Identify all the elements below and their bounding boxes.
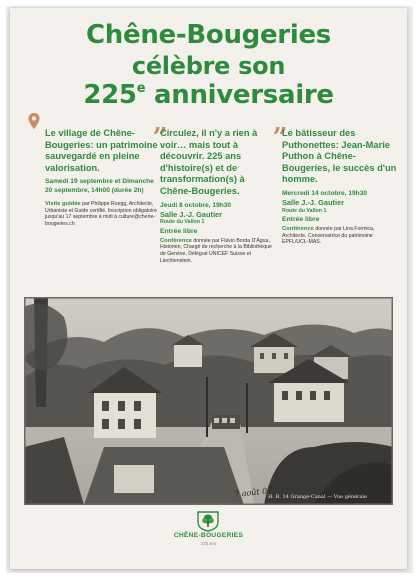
event-details: donnée par Flávio Borda D'Água, Historien, Chargé de recherche à la Bibliothèque de Genève, Délégué UNICEF Suisse et Liechtenstein. xyxy=(160,237,272,264)
quote-mark-icon: „ xyxy=(153,108,164,138)
event-headline: Le bâtisseur des Puthonettes: Jean-Marie Puthon à Chêne-Bougeries, le succès d'un homme. xyxy=(282,128,397,185)
location-pin-icon xyxy=(27,112,41,130)
event-date: Jeudi 8 octobre, 19h30 xyxy=(160,201,232,209)
event-column-1 xyxy=(40,128,158,228)
event-column-2 xyxy=(160,128,278,264)
event-column-3 xyxy=(282,128,400,246)
event-type: Conférence xyxy=(160,237,192,244)
event-details: par Philippe Ruegg, Architecte, Urbaniste et Guide certifié. Inscription obligatoire jusqu'au 17 septembre à midi à culture@chene-bougeries.ch xyxy=(45,201,157,227)
title-line-2: célèbre son xyxy=(131,52,286,80)
event-type: Visite guidée xyxy=(45,201,81,208)
title-line-1: Chêne-Bougeries xyxy=(86,20,331,50)
event-venue: Salle J.-J. Gautier xyxy=(282,198,345,208)
event-headline: Le village de Chêne-Bougeries: un patrimoine sauvegardé en pleine valorisation. xyxy=(45,128,158,173)
event-date: Mercredi 14 octobre, 19h30 xyxy=(282,189,368,197)
event-address: Route du Vallon 1 xyxy=(160,219,205,226)
historic-photo xyxy=(24,297,393,505)
event-date: Samedi 19 septembre et Dimanche 20 septembre, 14h00 (durée 2h) xyxy=(45,178,154,194)
event-details: donnée par Lina Formica, Architecte, Conservatrice du patrimoine EPFL/UCL-MAS. xyxy=(282,226,375,246)
event-entry: Entrée libre xyxy=(160,227,198,235)
event-description xyxy=(160,238,278,264)
event-description xyxy=(40,201,158,227)
poster xyxy=(10,8,407,569)
event-headline: Circulez, il n'y a rien à voir… mais tout à découvrir. 225 ans d'histoire(s) et de transformation(s) à Chêne-Bougeries. xyxy=(160,128,258,196)
title-anniversary-word: anniversaire xyxy=(154,80,334,110)
title-line-3 xyxy=(10,80,407,110)
event-description xyxy=(282,226,400,246)
logo-name: CHÊNE-BOUGERIES xyxy=(173,532,244,539)
photo-handwritten-date: 7 août 07 xyxy=(233,486,273,499)
event-type: Conférence xyxy=(282,226,314,233)
logo-subtitle: 225 ans xyxy=(201,541,216,546)
title-anniversary-number: 225 xyxy=(83,80,137,110)
quote-mark-icon: „ xyxy=(273,108,284,138)
historic-photo-illustration xyxy=(24,297,393,505)
photo-caption: H. B. 14 Grange-Canal — Vue générale xyxy=(268,494,367,500)
event-venue: Salle J.-J. Gautier xyxy=(160,209,223,219)
event-entry: Entrée libre xyxy=(282,216,320,224)
chene-bougeries-logo-icon xyxy=(193,510,223,532)
event-address: Route du Vallon 1 xyxy=(282,207,327,214)
title-ordinal-suffix: e xyxy=(136,81,146,96)
